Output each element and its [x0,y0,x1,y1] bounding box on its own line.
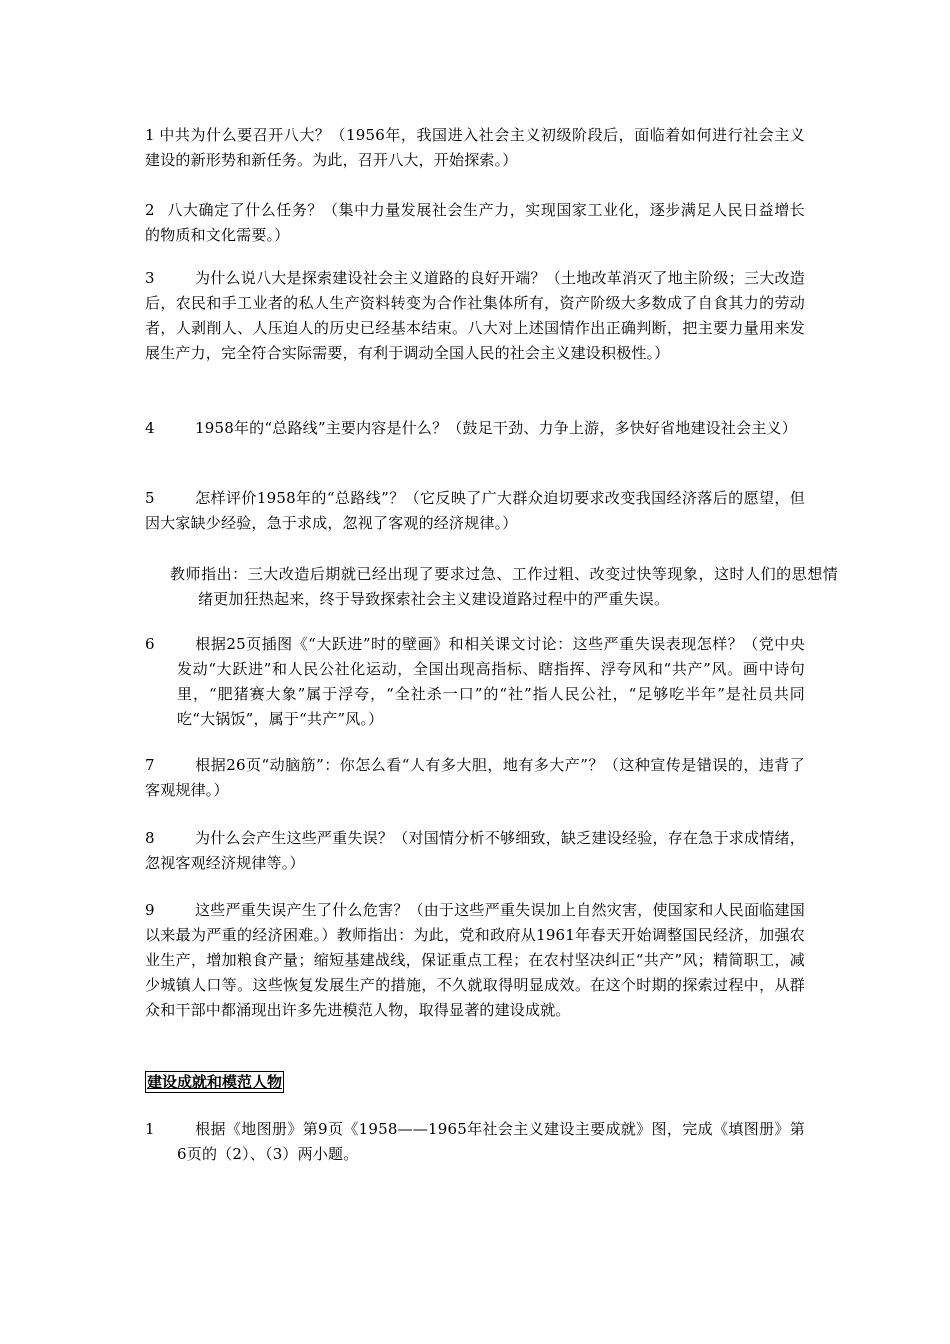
question-9 [145,898,805,1023]
question-8 [145,826,805,876]
item-number: 1 [145,126,155,144]
item-number: 1 [145,1120,155,1138]
item-number: 3 [145,269,155,287]
item-text: 1958年的“总路线”主要内容是什么？（鼓足干劲、力争上游，多快好省地建设社会主义） [195,419,797,437]
question-1 [145,123,805,173]
item-number: 5 [145,489,155,507]
item-number: 4 [145,419,155,437]
item-text: 根据25页插图《“大跃进”时的壁画》和相关课文讨论：这些严重失误表现怎样？（党中央发动“大跃进”和人民公社化运动，全国出现高指标、瞎指挥、浮夸风和“共产”风。画中诗句里，“肥猪赛大象”属于浮夸，“全社杀一口”的“社”指人民公社，“足够吃半年”是社员共同吃“大锅饭”，属于“共产”风。） [177,635,805,728]
question-2 [145,198,805,248]
item-text: 怎样评价1958年的“总路线”？（它反映了广大群众迫切要求改变我国经济落后的愿望，但因大家缺少经验，急于求成，忽视了客观的经济规律。） [145,489,805,532]
question-5 [145,486,805,536]
item-number: 2 [145,201,155,219]
section-heading: 建设成就和模范人物 [147,1073,283,1091]
item-text: 教师指出：三大改造后期就已经出现了要求过急、工作过粗、改变过快等现象，这时人们的思想情绪更加狂热起来，终于导致探索社会主义建设道路过程中的严重失误。 [170,565,838,608]
question-3 [145,266,805,366]
item-text: 这些严重失误产生了什么危害？（由于这些严重失误加上自然灾害，使国家和人民面临建国以来最为严重的经济困难。）教师指出：为此，党和政府从1961年春天开始调整国民经济，加强农业生产，增加粮食产量；缩短基建战线，保证重点工程；在农村坚决纠正“共产”风；精简职工，减少城镇人口等。这些恢复发展生产的措施，不久就取得明显成效。在这个时期的探索过程中，从群众和干部中都涌现出许多先进模范人物，取得显著的建设成就。 [145,901,805,1019]
item-number: 9 [145,901,155,919]
teacher-note [170,562,838,612]
item-text: 根据26页“动脑筋”：你怎么看“人有多大胆，地有多大产”？（这种宣传是错误的，违背了客观规律。） [145,756,805,799]
item-text: 八大确定了什么任务？（集中力量发展社会生产力，实现国家工业化，逐步满足人民日益增长的物质和文化需要。） [145,201,805,244]
item-text: 中共为什么要召开八大？（1956年，我国进入社会主义初级阶段后，面临着如何进行社会主义建设的新形势和新任务。为此，召开八大，开始探索。） [145,126,805,169]
item-text: 根据《地图册》第9页《1958——1965年社会主义建设主要成就》图，完成《填图册》第6页的（2）、（3）两小题。 [177,1120,805,1163]
question-6 [145,632,805,732]
question-4 [145,416,805,441]
section-item-1 [145,1117,805,1167]
question-7 [145,753,805,803]
item-number: 6 [145,635,155,653]
item-text: 为什么会产生这些严重失误？（对国情分析不够细致，缺乏建设经验，存在急于求成情绪，忽视客观经济规律等。） [145,829,805,872]
item-text: 为什么说八大是探索建设社会主义道路的良好开端？（土地改革消灭了地主阶级；三大改造后，农民和手工业者的私人生产资料转变为合作社集体所有，资产阶级大多数成了自食其力的劳动者，人剥削人、人压迫人的历史已经基本结束。八大对上述国情作出正确判断，把主要力量用来发展生产力，完全符合实际需要，有利于调动全国人民的社会主义建设积极性。） [145,269,805,362]
item-number: 7 [145,756,155,774]
item-number: 8 [145,829,155,847]
